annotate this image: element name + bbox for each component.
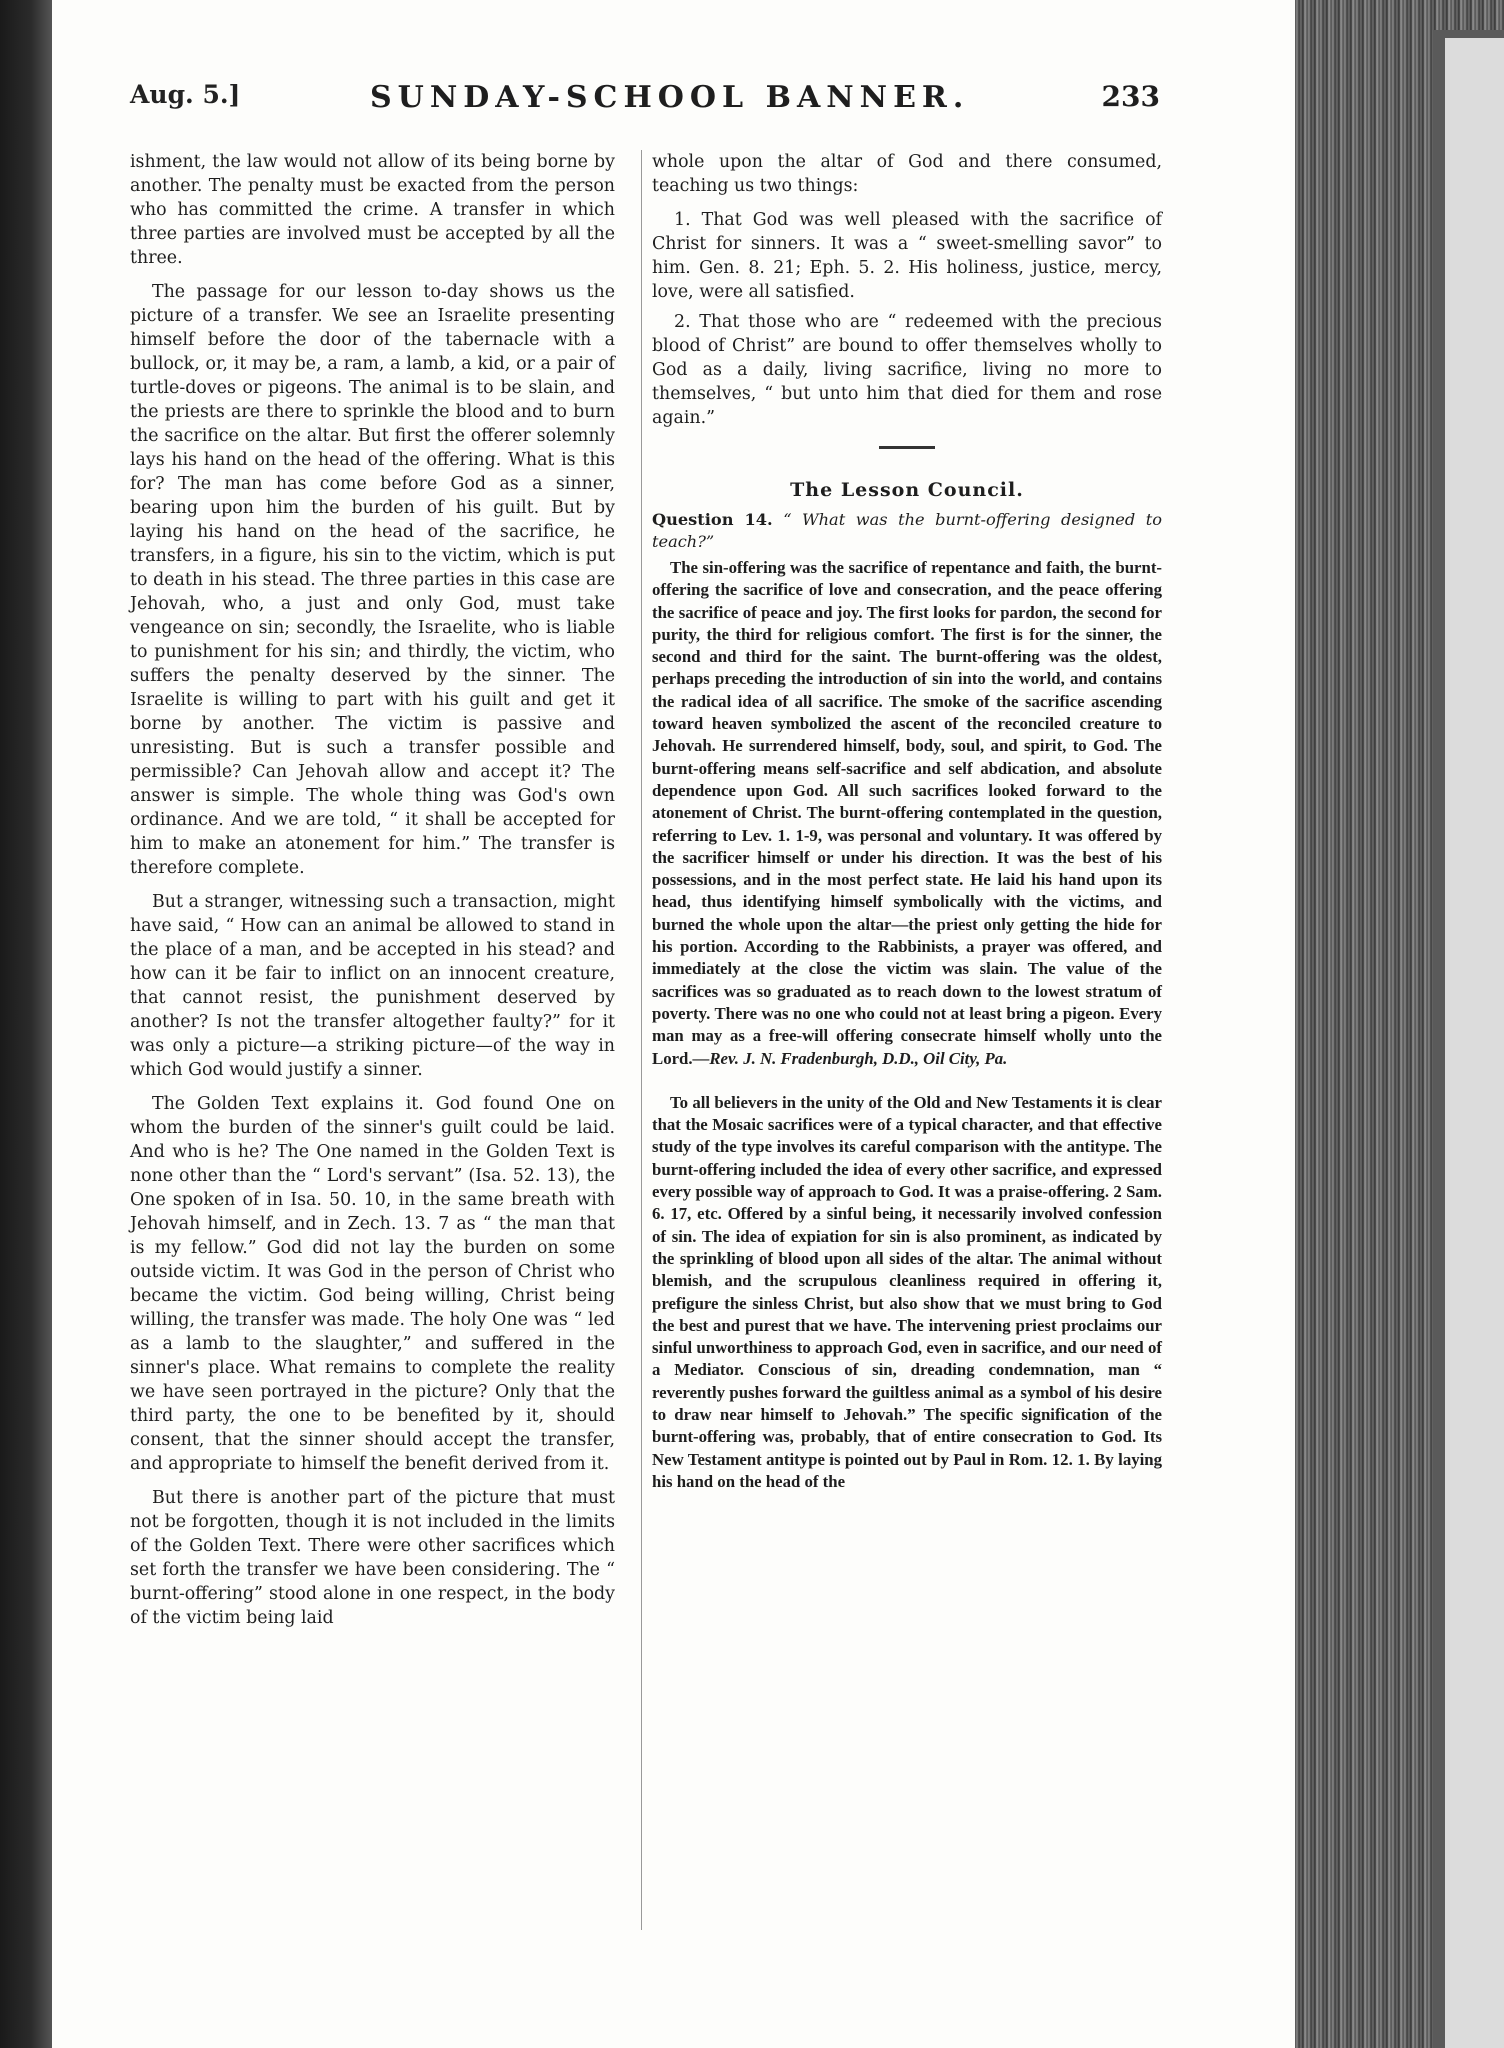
lesson-conclusion [652,150,1162,430]
paragraph: But there is another part of the picture that must not be forgotten, though it is not included in the limits of the Golden Text. There were other sacrifices which set forth the transfer we have been considering. The “ burnt-offering” stood alone in one respect, in the body of the victim being laid [130,1488,615,1628]
column-rule [641,150,642,1930]
question [652,509,1162,553]
section-divider [879,446,935,449]
answer-signature: —Rev. J. N. Fradenburgh, D.D., Oil City, Pa. [692,1048,1008,1068]
numbered-point: 1. That God was well pleased with the sacrifice of Christ for sinners. It was a “ sweet-smelling savor” to him. Gen. 8. 21; Eph. 5. 2. His holiness, justice, mercy, love, were all satisfied. [652,210,1162,302]
question-text: “ What was the burnt-offering designed to teach?” [652,510,1162,551]
answer-text: The sin-offering was the sacrifice of repentance and faith, the burnt-offering the sacrifice of love and consecration, and the peace offering the sacrifice of peace and joy. The first looks for pardon, the second for purity, the third for religious comfort. The first is for the sinner, the second and third for the saint. The burnt-offering was the oldest, perhaps preceding the introduction of sin into the world, and contains the radical idea of all sacrifice. The smoke of the sacrifice ascending toward heaven symbolized the ascent of the reconciled creature to Jehovah. He surrendered himself, body, soul, and spirit, to God. The burnt-offering means self-sacrifice and self abdication, and absolute dependence upon God. All such sacrifices looked forward to the atonement of Christ. The burnt-offering contemplated in the question, referring to Lev. 1. 1-9, was personal and voluntary. It was offered by the sacrificer himself or under his direction. It was the best of his possessions, and in the most perfect state. He laid his hand upon its head, thus identifying himself symbolically with the victims, and burned the whole upon the altar—the priest only getting the hide for his portion. According to the Rabbinists, a prayer was offered, and immediately at the close the victim was slain. The value of the sacrifices was so graduated as to reach down to the lowest stratum of poverty. There was no one who could not at least bring a pigeon. Every man may as a free-will offering consecrate himself wholly unto the Lord. [652,558,1162,1068]
paragraph: ishment, the law would not allow of its being borne by another. The penalty must be exacted from the person who has committed the crime. A transfer in which three parties are involved must be accepted by all the three. [130,152,615,268]
page-number: 233 [1101,80,1160,113]
paragraph: The Golden Text explains it. God found One on whom the burden of the sinner's guilt could be laid. And who is he? The One named in the Golden Text is none other than the “ Lord's servant” (Isa. 52. 13), the One spoken of in Isa. 50. 10, in the same breath with Jehovah himself, and in Zech. 13. 7 as “ the man that is my fellow.” God did not lay the burden on some outside victim. It was God in the person of Christ who became the victim. God being willing, Christ being willing, the transfer was made. The holy One was “ led as a lamb to the slaughter,” and suffered in the sinner's place. What remains to complete the reality we have seen portrayed in the picture? Only that the third party, the one to be benefited by it, should consent, that the sinner should accept the transfer, and appropriate to himself the benefit derived from it. [130,1094,615,1474]
book-page-edges [1295,0,1504,2048]
numbered-point: 2. That those who are “ redeemed with the precious blood of Christ” are bound to offer themselves wholly to God as a daily, living sacrifice, living no more to themselves, “ but unto him that died for them and rose again.” [652,312,1162,428]
left-column [130,150,615,1640]
header-title: SUNDAY-SCHOOL BANNER. [370,80,970,115]
spacer [652,1070,1162,1092]
book-board [1445,38,1504,2048]
paragraph: The passage for our lesson to-day shows us the picture of a transfer. We see an Israelite presenting himself before the door of the tabernacle with a bullock, or, it may be, a ram, a lamb, a kid, or a pair of turtle-doves or pigeons. The animal is to be slain, and the priests are there to sprinkle the blood and to burn the sacrifice on the altar. But first the offerer solemnly lays his hand on the head of the offering. What is this for? The man has come before God as a sinner, bearing upon him the burden of his guilt. But by laying his hand on the head of the sacrifice, he transfers, in a figure, his sin to the victim, which is put to death in his stead. The three parties in this case are Jehovah, who, a just and only God, must take vengeance on sin; secondly, the Israelite, who is liable to punishment for his sin; and thirdly, the victim, who suffers the penalty deserved by the sinner. The Israelite is willing to part with his guilt and get it borne by another. The victim is passive and unresisting. But is such a transfer possible and permissible? Can Jehovah allow and accept it? The answer is simple. The whole thing was God's own ordinance. And we are told, “ it shall be accepted for him to make an atonement for him.” The transfer is therefore complete. [130,282,615,878]
header-date: Aug. 5.] [130,80,241,109]
right-column [652,150,1162,1493]
answer-paragraph [652,557,1162,1070]
answer-paragraph: To all believers in the unity of the Old and New Testaments it is clear that the Mosaic sacrifices were of a typical character, and that effective study of the type involves its careful comparison with the antitype. The burnt-offering included the idea of every other sacrifice, and expressed every possible way of approach to God. It was a praise-offering. 2 Sam. 6. 17, etc. Offered by a sinful being, it necessarily involved confession of sin. The idea of expiation for sin is also prominent, as indicated by the sprinkling of blood upon all sides of the altar. The animal without blemish, and the scrupulous cleanliness required in offering it, prefigure the sinless Christ, but also show that we must bring to God the best and purest that we have. The intervening priest proclaims our sinful unworthiness to approach God, even in sacrifice, and our need of a Mediator. Conscious of sin, dreading condemnation, man “ reverently pushes forward the guiltless animal as a symbol of his desire to draw near himself to Jehovah.” The specific signification of the burnt-offering was, probably, that of entire consecration to God. Its New Testament antitype is pointed out by Paul in Rom. 12. 1. By laying his hand on the head of the [652,1092,1162,1491]
scan-left-margin [0,0,52,2048]
question-label: Question 14. [652,510,773,529]
paragraph: But a stranger, witnessing such a transaction, might have said, “ How can an animal be allowed to stand in the place of a man, and be accepted in his stead? and how can it be fair to inflict on an innocent creature, that cannot resist, the punishment deserved by another? Is not the transfer altogether faulty?” for it was only a picture—a striking picture—of the way in which God would justify a sinner. [130,892,615,1080]
paragraph: whole upon the altar of God and there consumed, teaching us two things: [652,152,1162,196]
section-heading: The Lesson Council. [790,479,1024,501]
running-header [130,80,1160,132]
council-answers [652,557,1162,1493]
